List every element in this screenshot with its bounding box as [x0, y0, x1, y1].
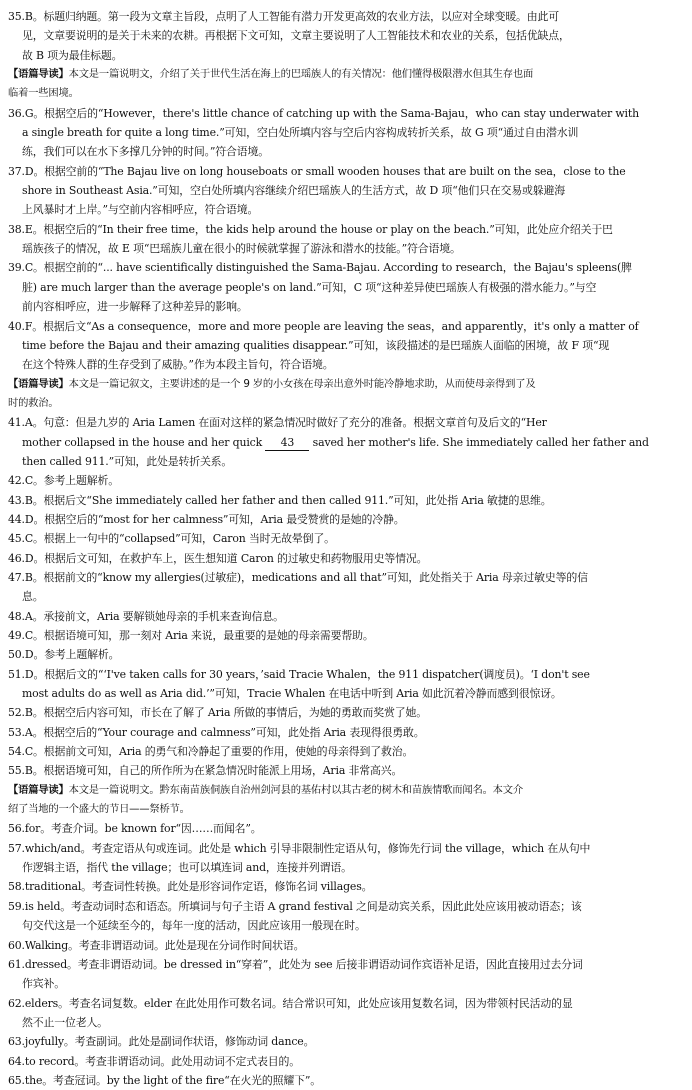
- answer-item-line: 47.B。根据前文的“know my allergies(过敏症)，medications and all that”可知，此处指关于 Aria 母亲过敏史等的信: [8, 570, 588, 584]
- answer-item-line: 52.B。根据空后内容可知，市长在了解了 Aria 所做的事情后，为她的勇敢而奖赏了她。: [8, 706, 427, 720]
- answer-continuation-line: 前内容相呼应，进一步解释了这种差异的影响。: [22, 300, 248, 314]
- answer-item-line: 42.C。参考上题解析。: [8, 474, 119, 488]
- answer-continuation-line: 作逻辑主语，指代 the village；也可以填连词 and，连接并列谓语。: [22, 861, 352, 875]
- answer-item-line: 63.joyfully。考查副词。此处是副词作状语，修饰动词 dance。: [8, 1035, 315, 1049]
- answer-continuation-line: time before the Bajau and their amazing qualities disappear.”可知，该段描述的是巴瑶族人面临的困境，故 F 项“现: [22, 338, 610, 352]
- answer-item-line: 35.B。标题归纳题。第一段为文章主旨段，点明了人工智能有潜力开发更高效的农业方法，以应对全球变暖。由此可: [8, 10, 560, 23]
- answer-item-line: 59.is held。考查动词时态和语态。所填词与句子主语 A grand festival 之间是动宾关系，因此此处应该用被动语态；该: [8, 899, 582, 913]
- answer-item-line: 61.dressed。考查非谓语动词。be dressed in“穿着”，此处为 see 后接非谓语动词作宾语补足语，因此直接用过去分词: [8, 957, 583, 971]
- answer-continuation-line: then called 911.”可知，此处是转折关系。: [22, 454, 233, 468]
- answer-continuation-line: 在这个特殊人群的生存受到了威胁。”作为本段主旨句，符合语境。: [22, 358, 334, 372]
- passage-guide-text: 本文是一篇说明文，介绍了关于世代生活在海上的巴瑶族人的有关情况：他们懂得极限潜水但其生存也面: [68, 68, 534, 81]
- passage-guide-line: [8, 375, 682, 394]
- answer-item-line: 43.B。根据后文“She immediately called her father and then called 911.”可知，此处指 Aria 敏捷的思维。: [8, 493, 552, 507]
- answer-continuation-line: 脏) are much larger than the average people's on land.”可知，C 项“这种差异使巴瑶族人有极强的潜水能力。”与空: [22, 280, 597, 294]
- quote-text: saved her mother's life. She immediately called her father and: [309, 435, 649, 449]
- answer-item-line: 38.E。根据空后的“In their free time，the kids help around the house or play on the beach.”可知，此处应介绍关于巴: [8, 222, 613, 236]
- answer-continuation-line: 见，文章要说明的是关于未来的农耕。再根据下文可知，文章主要说明了人工智能技术和农业的关系，包括优缺点，: [22, 29, 570, 43]
- passage-guide-heading: 【语篇导读】: [8, 68, 69, 81]
- answer-item-line: 51.D。根据后文的“‘I've taken calls for 30 years，’said Tracie Whalen，the 911 dispatcher(调度员)。‘I don't see: [8, 667, 590, 681]
- answer-item-line: 65.the。考查冠词。by the light of the fire“在火光的照耀下”。: [8, 1073, 322, 1087]
- blank-number: 43: [265, 436, 309, 451]
- answer-item-line: 39.C。根据空前的“... have scientifically distinguished the Sama-Bajau. According to research，the Bajau's spleens(脾: [8, 261, 632, 275]
- answer-continuation-line: shore in Southeast Asia.”可知，空白处所填内容继续介绍巴瑶族人的生活方式，故 D 项“他们只在交易或躲避海: [22, 184, 566, 198]
- answer-item-line: 49.C。根据语境可知，那一刻对 Aria 来说，最重要的是她的母亲需要帮助。: [8, 629, 374, 642]
- answer-continuation-line: 息。: [22, 590, 44, 604]
- answer-item-line: 48.A。承接前文，Aria 要解锁她母亲的手机来查询信息。: [8, 609, 284, 623]
- answer-item-line: 56.for。考查介词。be known for“因……而闻名”。: [8, 822, 262, 836]
- passage-guide-continuation: 临着一些困境。: [8, 87, 79, 100]
- answer-item-line: 45.C。根据上一句中的“collapsed”可知，Caron 当时无故晕倒了。: [8, 532, 335, 546]
- answer-item-line: 62.elders。考查名词复数。elder 在此处用作可数名词。结合常识可知，此处应该用复数名词，因为带领村民活动的显: [8, 996, 573, 1010]
- answer-item-line: 54.C。根据前文可知，Aria 的勇气和冷静起了重要的作用，使她的母亲得到了救治。: [8, 745, 414, 759]
- passage-guide-heading: 【语篇导读】: [8, 377, 69, 390]
- passage-guide-line: [8, 65, 682, 84]
- answer-item-line: 50.D。参考上题解析。: [8, 648, 120, 662]
- answer-item-line: 60.Walking。考查非谓语动词。此处是现在分词作时间状语。: [8, 938, 305, 952]
- answer-item-line: 57.which/and。考查定语从句或连词。此处是 which 引导非限制性定语从句，修饰先行词 the village，which 在从句中: [8, 841, 591, 855]
- answer-item-line: 36.G。根据空后的“However，there's little chance of catching up with the Sama-Bajau，who can stay underwater with: [8, 106, 639, 120]
- answer-item-line: 55.B。根据语境可知，自己的所作所为在紧急情况时能派上用场，Aria 非常高兴。: [8, 764, 403, 778]
- answer-continuation-line: 然不止一位老人。: [22, 1015, 108, 1029]
- passage-guide-text: 本文是一篇说明文。黔东南苗族侗族自治州剑河县的基佑村以其古老的树木和苗族情歌而闻名。本文介: [68, 783, 523, 796]
- answer-item-line: 41.A。句意：但是九岁的 Aria Lamen 在面对这样的紧急情况时做好了充分的准备。根据文章首句及后文的“Her: [8, 416, 547, 430]
- answer-continuation-line: a single breath for quite a long time.”可知，空白处所填内容与空后内容构成转折关系，故 G 项“通过自由潜水训: [22, 126, 579, 140]
- answer-item-line: 64.to record。考查非谓语动词。此处用动词不定式表目的。: [8, 1054, 300, 1068]
- passage-guide-text: 本文是一篇记叙文，主要讲述的是一个 9 岁的小女孩在母亲出意外时能冷静地求助，从而使母亲得到了及: [68, 377, 536, 390]
- answer-item-line: 44.D。根据空后的“most for her calmness”可知，Aria 最受赞赏的是她的冷静。: [8, 512, 405, 526]
- passage-guide-continuation: 时的救治。: [8, 396, 59, 409]
- answer-item-line: 53.A。根据空后的“Your courage and calmness”可知，此处指 Aria 表现得很勇敢。: [8, 725, 425, 739]
- answer-item-line: 37.D。根据空前的“The Bajau live on long houseboats or small wooden houses that are built on the sea，close to the: [8, 164, 626, 178]
- passage-guide-continuation: 绍了当地的一个盛大的节日——祭桥节。: [8, 803, 190, 816]
- answer-continuation-line: most adults do as well as Aria did.’”可知，Tracie Whalen 在电话中听到 Aria 如此沉着冷静而感到很惊讶。: [22, 687, 562, 701]
- answer-continuation-line: 句交代这是一个延续至今的，每年一度的活动，因此应该用一般现在时。: [22, 919, 366, 933]
- answer-continuation-line: 作宾补。: [22, 977, 65, 991]
- quote-text: mother collapsed in the house and her quick: [22, 435, 266, 449]
- answer-item-line: 46.D。根据后文可知，在救护车上，医生想知道 Caron 的过敏史和药物服用史等情况。: [8, 551, 428, 565]
- passage-guide-line: [8, 781, 682, 800]
- answer-continuation-line: [8, 433, 682, 452]
- passage-guide-heading: 【语篇导读】: [8, 783, 69, 796]
- answer-continuation-line: 瑶族孩子的情况，故 E 项“巴瑶族儿童在很小的时候就掌握了游泳和潜水的技能。”符合语境。: [22, 242, 461, 256]
- answer-continuation-line: 练，我们可以在水下多撑几分钟的时间。”符合语境。: [22, 145, 270, 159]
- answer-item-line: 58.traditional。考查词性转换。此处是形容词作定语，修饰名词 villages。: [8, 880, 373, 894]
- answer-continuation-line: 上风暴时才上岸。”与空前内容相呼应，符合语境。: [22, 203, 259, 217]
- answer-item-line: 40.F。根据后文“As a consequence，more and more people are leaving the seas，and apparently，it's only a matter of: [8, 319, 639, 333]
- answer-continuation-line: 故 B 项为最佳标题。: [22, 48, 123, 62]
